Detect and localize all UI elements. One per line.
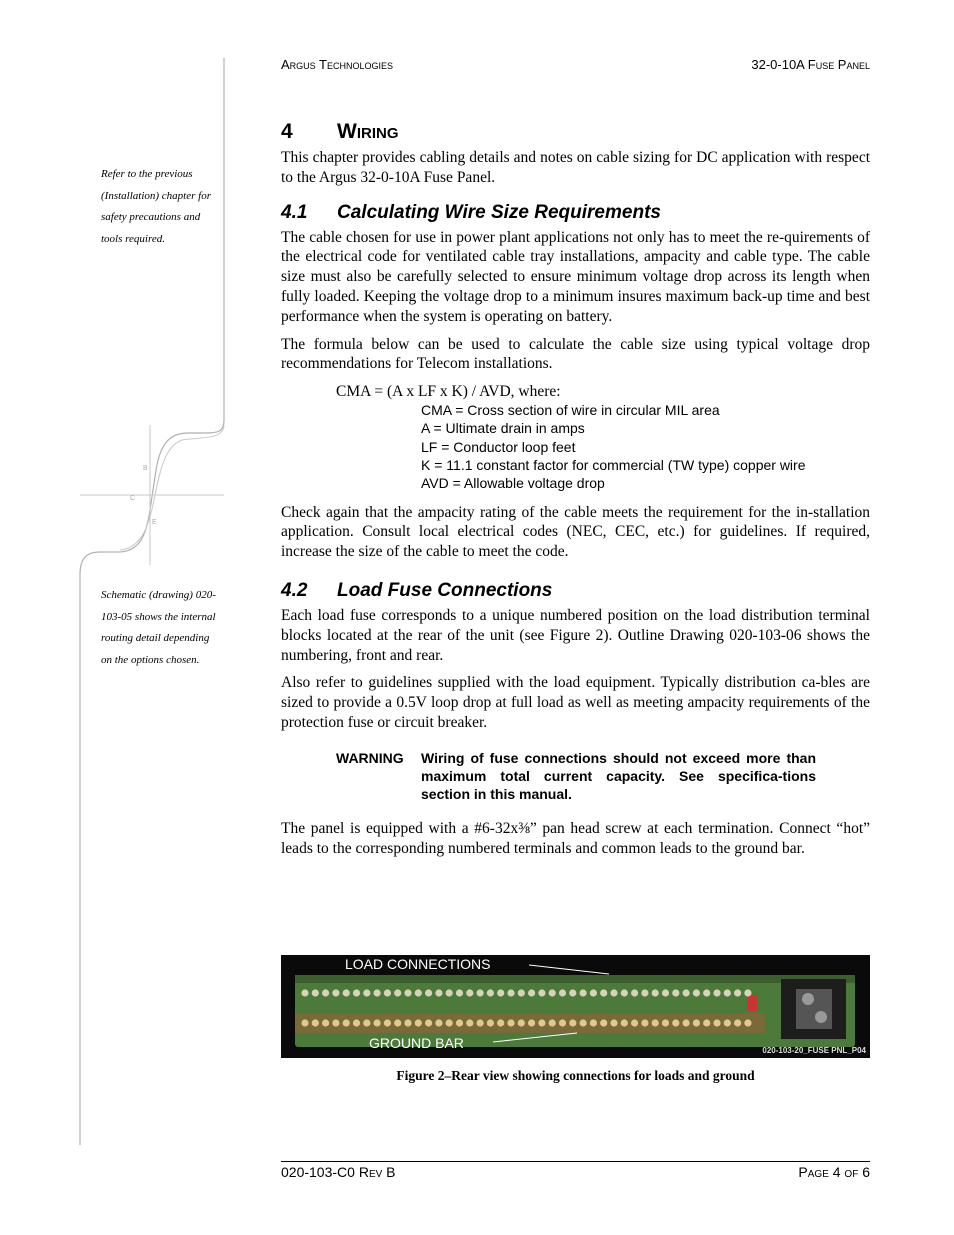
ground-screw xyxy=(518,1019,525,1026)
terminal-screw xyxy=(652,989,659,996)
ground-screw xyxy=(507,1019,514,1026)
ground-screw xyxy=(713,1019,720,1026)
terminal-screw xyxy=(332,989,339,996)
paragraph: Check again that the ampacity rating of the cable meets the requirement for the in-stallation application. Consult local electrical codes (NEC, CEC, etc.) for guidelines. If required, increase the size of the cable to meet the code. xyxy=(281,503,870,561)
terminal-screw xyxy=(672,989,679,996)
footer-rule xyxy=(281,1161,870,1162)
terminal-screw xyxy=(487,989,494,996)
definition-item: CMA = Cross section of wire in circular MIL area xyxy=(421,402,720,419)
definition-item: A = Ultimate drain in amps xyxy=(421,420,585,437)
ground-screw xyxy=(415,1019,422,1026)
ground-screw xyxy=(610,1019,617,1026)
terminal-screw xyxy=(363,989,370,996)
terminal-screw xyxy=(394,989,401,996)
ground-screw xyxy=(301,1019,308,1026)
ground-screw xyxy=(384,1019,391,1026)
terminal-screw xyxy=(466,989,473,996)
ground-screw xyxy=(744,1019,751,1026)
terminal-screw xyxy=(569,989,576,996)
header-company: Argus Technologies xyxy=(281,57,394,72)
section-number: 4.1 xyxy=(281,201,308,223)
terminal-screw xyxy=(590,989,597,996)
ground-screw xyxy=(394,1019,401,1026)
section-title: Load Fuse Connections xyxy=(337,580,553,602)
terminal-screw xyxy=(477,989,484,996)
ground-screw xyxy=(477,1019,484,1026)
section-number: 4.2 xyxy=(281,580,308,602)
ground-screw xyxy=(703,1019,710,1026)
terminal-screw xyxy=(404,989,411,996)
ground-screw xyxy=(559,1019,566,1026)
header-product: 32-0-10A Fuse Panel xyxy=(751,57,870,72)
ground-screw xyxy=(734,1019,741,1026)
definition-item: LF = Conductor loop feet xyxy=(421,438,576,455)
terminal-screw xyxy=(662,989,669,996)
ground-screw xyxy=(425,1019,432,1026)
terminal-screw xyxy=(621,989,628,996)
terminal-screw xyxy=(497,989,504,996)
ground-screw xyxy=(312,1019,319,1026)
paragraph: The formula below can be used to calculate the cable size using typical voltage drop recommendations for Telecom installations. xyxy=(281,335,870,373)
terminal-screw xyxy=(374,989,381,996)
warning-label: WARNING xyxy=(336,749,404,766)
terminal-screw xyxy=(446,989,453,996)
terminal-screw xyxy=(528,989,535,996)
ground-screw xyxy=(487,1019,494,1026)
sidebar-note-schematic: Schematic (drawing) 020-103-05 shows the internal routing detail depending on the options chosen. xyxy=(101,589,216,666)
ground-screw xyxy=(569,1019,576,1026)
terminal-screw xyxy=(518,989,525,996)
formula: CMA = (A x LF x K) / AVD, where: xyxy=(336,383,561,401)
ground-screw xyxy=(456,1019,463,1026)
terminal-screw xyxy=(538,989,545,996)
ground-screw xyxy=(549,1019,556,1026)
ground-screw xyxy=(621,1019,628,1026)
ground-screw xyxy=(641,1019,648,1026)
ground-screw xyxy=(343,1019,350,1026)
terminal-screw xyxy=(744,989,751,996)
warning-text: Wiring of fuse connections should not exceed more than maximum total current capacity. See specifica-tions section in this manual. xyxy=(421,749,816,802)
ground-screw xyxy=(497,1019,504,1026)
terminal-screw xyxy=(456,989,463,996)
terminal-screw xyxy=(610,989,617,996)
terminal-screw xyxy=(693,989,700,996)
ground-bar-label: GROUND BAR xyxy=(369,1035,464,1051)
terminal-screw xyxy=(343,989,350,996)
terminal-screw xyxy=(312,989,319,996)
terminal-screw xyxy=(703,989,710,996)
paragraph: Each load fuse corresponds to a unique numbered position on the load distribution terminal blocks located at the rear of the unit (see Figure 2). Outline Drawing 020-103-06 shows the numbering, front and rear. xyxy=(281,607,870,664)
chapter-number: 4 xyxy=(281,120,293,143)
definition-item: K = 11.1 constant factor for commercial (TW type) copper wire xyxy=(421,457,806,474)
ground-screw xyxy=(374,1019,381,1026)
ground-screw xyxy=(538,1019,545,1026)
terminal-screw xyxy=(507,989,514,996)
ground-screw xyxy=(322,1019,329,1026)
ground-screw xyxy=(332,1019,339,1026)
footer-page-number: Page 4 of 6 xyxy=(798,1164,870,1180)
definition-item: AVD = Allowable voltage drop xyxy=(421,475,605,492)
terminal-screw xyxy=(301,989,308,996)
ground-screw xyxy=(580,1019,587,1026)
chapter-intro: This chapter provides cabling details and notes on cable sizing for DC application with respect to the Argus 32-0-10A Fuse Panel. xyxy=(281,149,870,186)
terminal-screw xyxy=(641,989,648,996)
ground-screw xyxy=(631,1019,638,1026)
paragraph: The cable chosen for use in power plant applications not only has to meet the re-quirements of the electrical code for ventilated cable tray installations, ampacity and cable type. The cable size must also be carefully selected to ensure minimum voltage drop across its length when fully loaded. Keeping the voltage drop to a minimum insures maximum back-up time and best performance when the system is operating on battery. xyxy=(281,228,870,325)
chapter-heading xyxy=(281,120,870,144)
terminal-screw xyxy=(713,989,720,996)
ground-screw xyxy=(724,1019,731,1026)
terminal-screw xyxy=(435,989,442,996)
terminal-screw xyxy=(734,989,741,996)
svg-text:C: C xyxy=(130,495,136,502)
paragraph: Also refer to guidelines supplied with the load equipment. Typically distribution ca-bles are sized to provide a 0.5V loop drop at full load as well as meeting ampacity requirements of the protection fuse or circuit breaker. xyxy=(281,674,870,732)
ground-screw xyxy=(683,1019,690,1026)
terminal-screw xyxy=(384,989,391,996)
ground-screw xyxy=(600,1019,607,1026)
sidebar-note-safety: Refer to the previous (Installation) chapter for safety precautions and tools required. xyxy=(101,168,211,245)
chapter-title: Wiring xyxy=(337,120,399,143)
terminal-screw xyxy=(559,989,566,996)
section-title: Calculating Wire Size Requirements xyxy=(337,201,661,223)
terminal-screw xyxy=(425,989,432,996)
paragraph: The panel is equipped with a #6-32x⅜” pan head screw at each termination. Connect “hot” leads to the corresponding numbered terminals and common leads to the ground bar. xyxy=(281,819,870,857)
section-heading-4-1 xyxy=(281,202,870,224)
ground-screw xyxy=(446,1019,453,1026)
ground-screw xyxy=(353,1019,360,1026)
ground-screw xyxy=(363,1019,370,1026)
fuse-panel-photo xyxy=(281,955,870,1058)
warning-box xyxy=(336,749,870,803)
ground-screw xyxy=(404,1019,411,1026)
terminal-screw xyxy=(580,989,587,996)
ground-screw xyxy=(662,1019,669,1026)
svg-text:B: B xyxy=(143,465,148,472)
load-connections-label: LOAD CONNECTIONS xyxy=(345,956,491,972)
ground-screw xyxy=(435,1019,442,1026)
terminal-screw xyxy=(631,989,638,996)
ground-screw xyxy=(693,1019,700,1026)
terminal-screw xyxy=(353,989,360,996)
terminal-screw xyxy=(600,989,607,996)
ground-screw xyxy=(590,1019,597,1026)
ground-screw xyxy=(466,1019,473,1026)
section-heading-4-2 xyxy=(281,580,870,602)
figure-caption: Figure 2–Rear view showing connections for loads and ground xyxy=(396,1068,755,1083)
figure-code: 020-103-20_FUSE PNL_P04 xyxy=(762,1046,866,1055)
terminal-screw xyxy=(415,989,422,996)
svg-text:E: E xyxy=(152,519,157,526)
main-content xyxy=(281,120,870,866)
ground-screw xyxy=(672,1019,679,1026)
terminal-screw xyxy=(322,989,329,996)
formula-definitions xyxy=(421,401,870,492)
ground-screw xyxy=(652,1019,659,1026)
footer-doc-number: 020-103-C0 Rev B xyxy=(281,1164,396,1180)
terminal-screw xyxy=(724,989,731,996)
terminal-screw xyxy=(683,989,690,996)
ground-screw xyxy=(528,1019,535,1026)
terminal-screw xyxy=(549,989,556,996)
